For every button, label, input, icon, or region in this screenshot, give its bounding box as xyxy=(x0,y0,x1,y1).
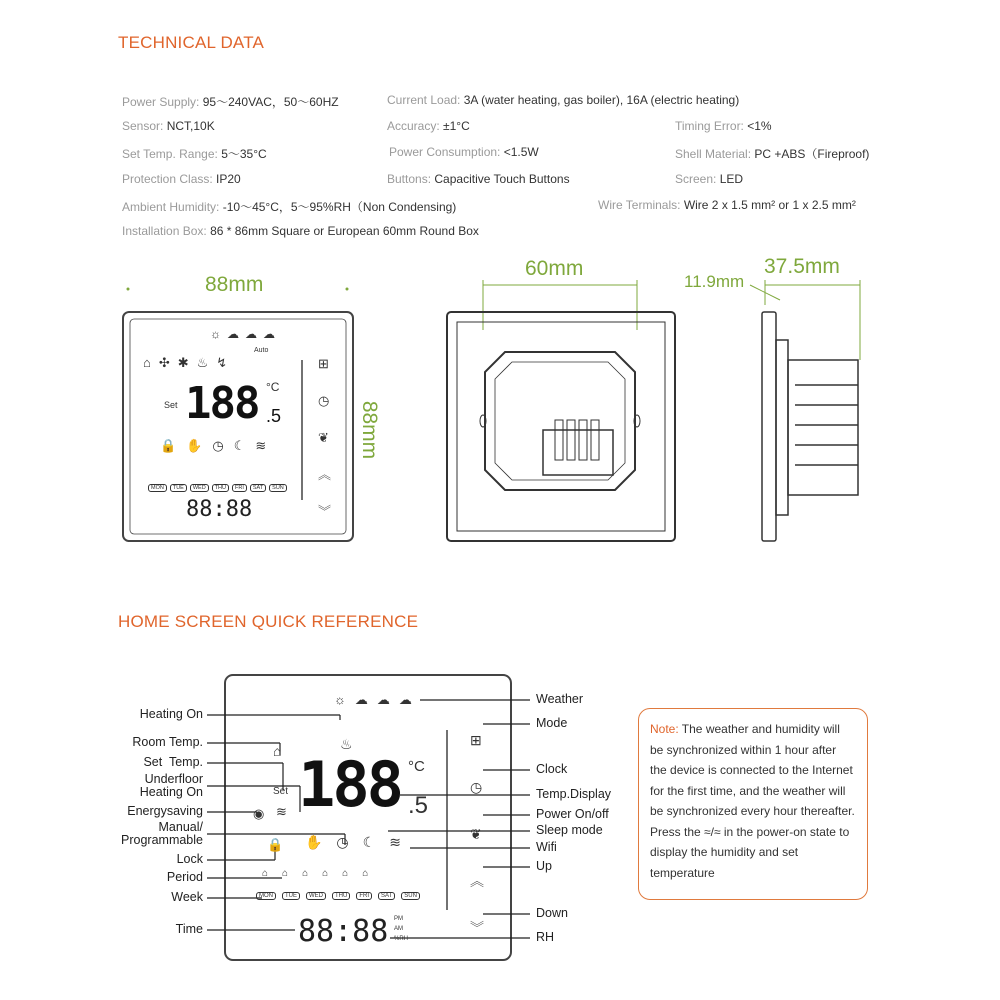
note-prefix: Note: xyxy=(650,722,679,736)
day-3: THU xyxy=(332,892,350,900)
spec-label: Buttons: xyxy=(387,172,432,186)
day-0: MON xyxy=(256,892,276,900)
spec-label: Shell Material: xyxy=(675,147,752,161)
front-width-dimension: 88mm xyxy=(205,273,264,296)
side-depth-dimension: 37.5mm xyxy=(764,255,840,278)
callout-label-right: Mode xyxy=(536,716,568,730)
day-4: FRI xyxy=(232,484,247,492)
spec-value: -10～45°C，5～95%RH（Non Condensing) xyxy=(222,200,457,214)
room-temp-icon: ⌂ xyxy=(273,743,282,759)
day-5: SAT xyxy=(250,484,266,492)
callout-label-left: Manual/ Programmable xyxy=(121,820,203,847)
spec-label: Ambient Humidity: xyxy=(122,200,220,214)
callout-label-right: Sleep mode xyxy=(536,823,603,837)
spec-value: LED xyxy=(719,172,744,186)
quick-reference-title: HOME SCREEN QUICK REFERENCE xyxy=(118,612,419,631)
spec-value: ±1°C xyxy=(443,119,470,133)
callout-label-left: Period xyxy=(166,870,203,884)
side-view xyxy=(762,312,858,541)
spec-value: IP20 xyxy=(216,172,241,186)
spec-value: 5～35°C xyxy=(221,147,267,161)
set-indicator: Set xyxy=(273,786,289,797)
front-week-days xyxy=(148,484,287,492)
temp-decimal: .5 xyxy=(408,792,429,819)
callout-label-left: Week xyxy=(171,890,203,904)
week-days xyxy=(256,892,420,900)
callout-label-left: Heating On xyxy=(139,707,203,721)
ampm-rh xyxy=(394,914,408,944)
time-display: 88:88 xyxy=(298,914,389,949)
spec-value: 95～240VAC，50～60HZ xyxy=(202,95,339,109)
front-time-display: 88:88 xyxy=(186,497,253,522)
spec-label: Sensor: xyxy=(122,119,164,133)
callout-label-right: RH xyxy=(536,930,555,944)
callout-label-right: Clock xyxy=(536,762,568,776)
spec-label: Screen: xyxy=(675,172,717,186)
front-mode-icons: 🔒✋◷☾≋ xyxy=(160,438,277,453)
spec-value: <1% xyxy=(747,119,772,133)
front-auto: Auto xyxy=(254,347,269,354)
day-2: WED xyxy=(306,892,326,900)
temp-display: 188 xyxy=(298,748,401,821)
front-height-dimension: 88mm xyxy=(358,400,382,460)
callout-label-right: Wifi xyxy=(536,840,557,854)
mode-icons: ✋◷☾≋ xyxy=(305,834,415,850)
front-status-icons: ⌂✣✱♨↯ xyxy=(143,355,236,370)
back-view xyxy=(447,312,675,541)
energysaving-icon: ◉ xyxy=(253,806,265,821)
callout-label-right: Up xyxy=(536,859,552,873)
callout-label-left: Room Temp. xyxy=(132,735,203,749)
front-buttons: ⊞ ◷ ❦ ︽ ︾ xyxy=(318,356,332,519)
day-2: WED xyxy=(190,484,209,492)
temp-unit: °C xyxy=(408,758,425,775)
callout-label-right: Weather xyxy=(536,692,584,706)
am-indicator: AM xyxy=(394,926,403,932)
callout-label-right: Down xyxy=(536,906,568,920)
pm-indicator: PM xyxy=(394,916,403,922)
rh-indicator: %RH xyxy=(394,936,409,942)
spec-label: Current Load: xyxy=(387,93,461,107)
spec-value: 3A (water heating, gas boiler), 16A (electric heating) xyxy=(463,93,740,107)
callout-label-left: Time xyxy=(175,922,203,936)
callout-label-left: Set Temp. xyxy=(143,755,203,769)
weather-icons: ☼☁☁☁ xyxy=(334,692,421,707)
underfloor-icon: ≋ xyxy=(276,804,287,819)
front-temp-decimal: .5 xyxy=(266,406,282,426)
dimension-lines xyxy=(127,280,860,360)
day-1: TUE xyxy=(170,484,187,492)
day-4: FRI xyxy=(356,892,372,900)
spec-value: PC +ABS（Fireproof) xyxy=(754,147,870,161)
lock-icon: 🔒 xyxy=(267,837,284,852)
technical-data-title: TECHNICAL DATA xyxy=(118,33,265,52)
spec-value: NCT,10K xyxy=(166,119,215,133)
spec-value: 86 * 86mm Square or European 60mm Round Box xyxy=(210,224,479,238)
flame-icon: ♨ xyxy=(340,736,353,752)
callout-label-left: Lock xyxy=(176,852,203,866)
spec-value: Wire 2 x 1.5 mm² or 1 x 2.5 mm² xyxy=(683,198,856,212)
spec-label: Timing Error: xyxy=(675,119,744,133)
front-weather-icons: ☼☁☁☁ xyxy=(210,327,281,341)
note-box xyxy=(638,708,868,900)
day-1: TUE xyxy=(282,892,300,900)
callout-label-left: Underfloor Heating On xyxy=(139,772,203,799)
callout-label-left: Energysaving xyxy=(127,804,203,818)
spec-label: Power Consumption: xyxy=(389,145,501,159)
spec-value: <1.5W xyxy=(503,145,539,159)
day-3: THU xyxy=(212,484,229,492)
side-buttons[interactable]: ⊞ ◷ ❦ ︽ ︾ xyxy=(470,732,484,936)
day-6: SUN xyxy=(401,892,420,900)
spec-label: Wire Terminals: xyxy=(598,198,681,212)
day-6: SUN xyxy=(269,484,287,492)
note-text: The weather and humidity will be synchronized within 1 hour after the device is connected to the Internet for the first time, and the weather will be synchronized every hour thereafter. Press the ≈/≈ in the power-on state to display the humidity and set temperature xyxy=(650,722,855,880)
day-5: SAT xyxy=(378,892,395,900)
spec-label: Installation Box: xyxy=(122,224,207,238)
spec-label: Protection Class: xyxy=(122,172,213,186)
callout-label-right: Power On/off xyxy=(536,807,609,821)
front-temp-display: 188 xyxy=(185,378,259,429)
spec-value: Capacitive Touch Buttons xyxy=(434,172,570,186)
spec-label: Power Supply: xyxy=(122,95,200,109)
back-box-dimension: 60mm xyxy=(525,257,584,280)
callout-label-right: Temp.Display xyxy=(536,787,612,801)
front-set: Set xyxy=(164,400,178,410)
front-unit: °C xyxy=(266,380,280,394)
side-panel-dimension: 11.9mm xyxy=(684,272,745,291)
spec-label: Set Temp. Range: xyxy=(122,147,218,161)
day-0: MON xyxy=(148,484,167,492)
period-icons: ⌂⌂⌂⌂⌂⌂ xyxy=(262,868,383,879)
spec-label: Accuracy: xyxy=(387,119,440,133)
